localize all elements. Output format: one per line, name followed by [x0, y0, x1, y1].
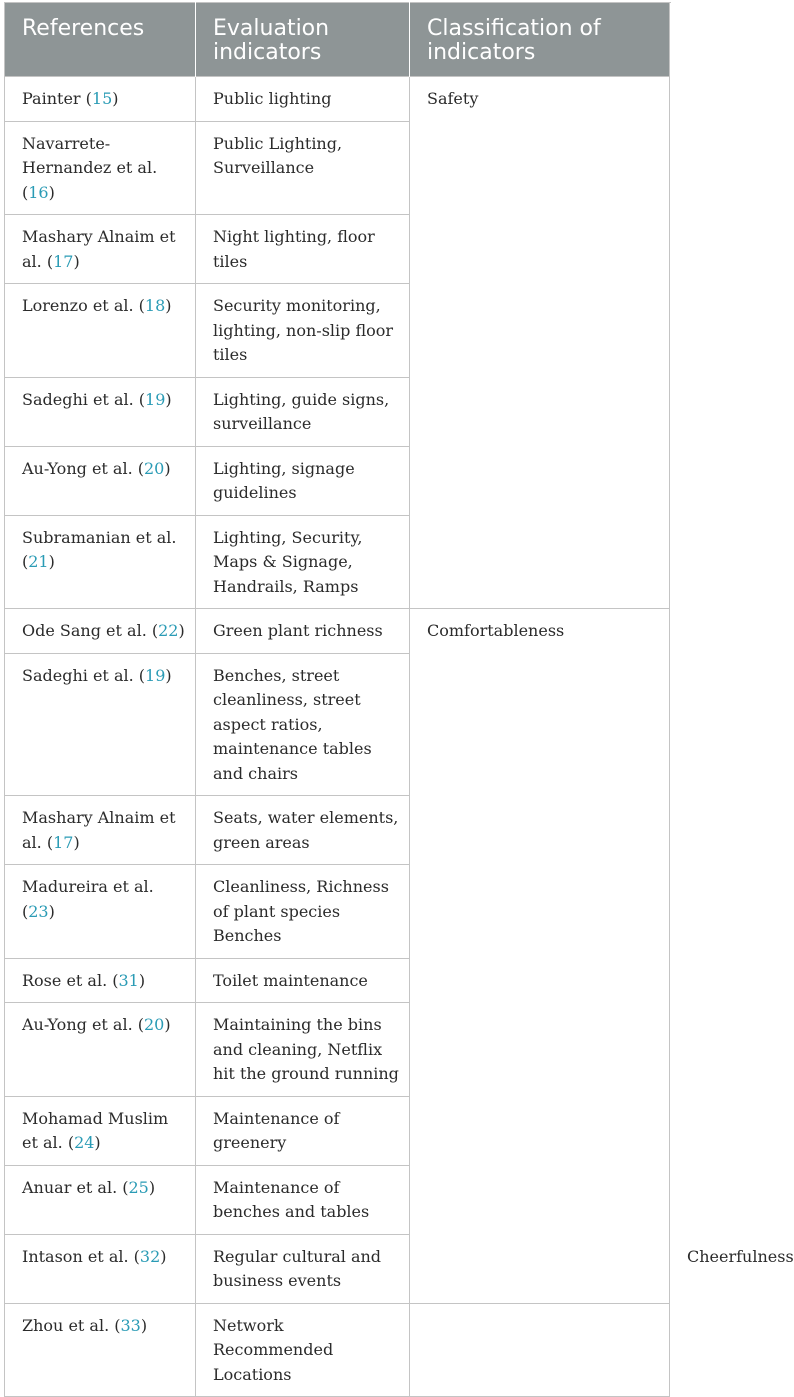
reference-name: Painter — [22, 89, 81, 108]
reference-number-link[interactable]: 19 — [145, 665, 166, 685]
table-row — [5, 609, 670, 654]
indicator-cell: Lighting, signage guidelines — [196, 446, 410, 515]
reference-cell: Navarrete-Hernandez et al. (16) — [5, 121, 196, 215]
reference-number-link[interactable]: 21 — [28, 552, 49, 571]
reference-name: Zhou et al. — [22, 1315, 110, 1335]
reference-cell: Intason et al. (32) — [5, 1234, 196, 1303]
reference-cell: Au-Yong et al. (20) — [5, 446, 196, 515]
reference-number-link[interactable]: 25 — [128, 1177, 149, 1197]
reference-number-link[interactable]: 20 — [144, 458, 165, 478]
reference-cell: Zhou et al. (33) — [5, 1303, 196, 1397]
table-row: Intason et al. (32) Regular cultural and business events Cheerfulness — [5, 1234, 670, 1303]
reference-cell: Sadeghi et al. (19) — [5, 377, 196, 446]
indicator-cell: Cleanliness, Richness of plant species Benches — [196, 865, 410, 959]
reference-number-link[interactable]: 32 — [139, 1246, 161, 1266]
reference-number-link[interactable]: 23 — [28, 901, 49, 921]
reference-number-link[interactable]: 16 — [28, 182, 49, 202]
indicator-cell: Security monitoring, lighting, non-slip floor tiles — [196, 284, 410, 378]
table-container — [4, 2, 794, 1397]
reference-number-link[interactable]: 20 — [144, 1015, 165, 1034]
reference-number-link[interactable]: 18 — [144, 296, 166, 315]
indicators-table — [4, 2, 794, 1397]
indicator-cell: Public Lighting, Surveillance — [196, 121, 410, 215]
classification-cell: Comfortableness — [410, 609, 670, 1304]
reference-number-link[interactable]: 31 — [118, 970, 139, 990]
reference-name: Mohamad Muslim et al. — [22, 1108, 169, 1152]
header-evaluation-indicators: Evaluation indicators — [196, 3, 410, 77]
table-row — [5, 1303, 670, 1397]
reference-name: Madureira et al. — [22, 877, 154, 896]
classification-cell: Safety — [410, 77, 670, 609]
reference-name: Mashary Alnaim et al. — [22, 808, 176, 852]
reference-number-link[interactable]: 17 — [53, 832, 74, 852]
reference-name: Lorenzo et al. — [22, 296, 134, 315]
indicator-cell: Benches, street cleanliness, street aspect ratios, maintenance tables and chairs — [196, 653, 410, 796]
indicator-cell: Seats, water elements, green areas — [196, 796, 410, 865]
table-row — [5, 77, 670, 122]
header-row — [5, 3, 670, 77]
reference-number-link[interactable]: 19 — [145, 389, 166, 409]
reference-cell: Mashary Alnaim et al. (17) — [5, 215, 196, 284]
indicator-cell: Green plant richness — [196, 609, 410, 654]
reference-cell: Sadeghi et al. (19) — [5, 653, 196, 796]
table-body — [5, 77, 794, 1397]
indicator-cell: Network Recommended Locations — [196, 1303, 410, 1397]
indicator-cell: Night lighting, floor tiles — [196, 215, 410, 284]
reference-cell: Mohamad Muslim et al. (24) — [5, 1096, 196, 1165]
reference-cell: Au-Yong et al. (20) — [5, 1003, 196, 1097]
reference-number-link[interactable]: 22 — [158, 621, 179, 640]
reference-cell: Mashary Alnaim et al. (17) — [5, 796, 196, 865]
reference-name: Subramanian et al. — [22, 527, 177, 547]
indicator-cell: Regular cultural and business events — [196, 1234, 410, 1303]
reference-number-link[interactable]: 17 — [53, 251, 74, 271]
indicator-cell: Lighting, Security, Maps & Signage, Handrails, Ramps — [196, 515, 410, 609]
reference-cell: Rose et al. (31) — [5, 958, 196, 1003]
reference-name: Sadeghi et al. — [22, 389, 134, 409]
reference-name: Au-Yong et al. — [22, 1015, 133, 1034]
table-header — [5, 3, 670, 77]
indicator-cell: Toilet maintenance — [196, 958, 410, 1003]
header-references: References — [5, 3, 196, 77]
indicator-cell: Maintaining the bins and cleaning, Netflix hit the ground running — [196, 1003, 410, 1097]
reference-name: Anuar et al. — [22, 1177, 118, 1197]
reference-cell: Madureira et al. (23) — [5, 865, 196, 959]
reference-name: Rose et al. — [22, 970, 108, 990]
reference-name: Mashary Alnaim et al. — [22, 227, 176, 271]
reference-cell: Subramanian et al. (21) — [5, 515, 196, 609]
reference-number-link[interactable]: 15 — [91, 89, 113, 108]
reference-name: Intason et al. — [22, 1246, 129, 1266]
reference-cell: Lorenzo et al. (18) — [5, 284, 196, 378]
indicator-cell: Lighting, guide signs, surveillance — [196, 377, 410, 446]
reference-cell: Painter (15) — [5, 77, 196, 122]
reference-number-link[interactable]: 33 — [120, 1315, 141, 1335]
reference-number-link[interactable]: 24 — [74, 1133, 95, 1152]
reference-cell: Ode Sang et al. (22) — [5, 609, 196, 654]
reference-name: Ode Sang et al. — [22, 621, 147, 640]
header-classification: Classification of indicators — [410, 3, 670, 77]
indicator-cell: Maintenance of greenery — [196, 1096, 410, 1165]
reference-name: Navarrete-Hernandez et al. — [22, 133, 158, 177]
indicator-cell: Maintenance of benches and tables — [196, 1165, 410, 1234]
reference-cell: Anuar et al. (25) — [5, 1165, 196, 1234]
reference-name: Au-Yong et al. — [22, 458, 133, 478]
indicator-cell: Public lighting — [196, 77, 410, 122]
reference-name: Sadeghi et al. — [22, 665, 134, 685]
